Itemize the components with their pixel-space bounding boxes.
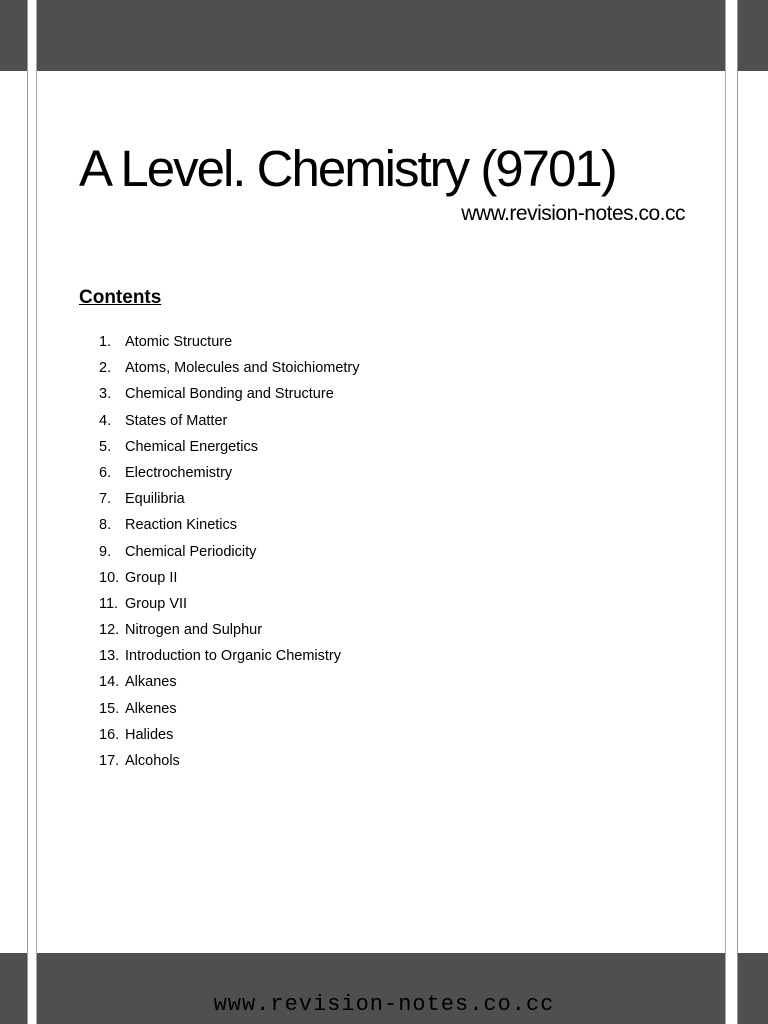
contents-item-label: Reaction Kinetics xyxy=(125,517,238,534)
previous-page-edge[interactable] xyxy=(0,0,28,1024)
contents-item xyxy=(99,381,360,407)
contents-item-label: Nitrogen and Sulphur xyxy=(125,622,263,639)
contents-item xyxy=(99,486,360,512)
contents-item xyxy=(99,748,360,774)
contents-item xyxy=(99,591,360,617)
document-title: A Level. Chemistry (9701) xyxy=(79,140,616,197)
previous-page-header-band xyxy=(0,0,27,71)
contents-item-label: Chemical Periodicity xyxy=(125,543,257,560)
contents-item xyxy=(99,512,360,538)
contents-item xyxy=(99,722,360,748)
contents-item-label: Equilibria xyxy=(125,491,185,508)
contents-item-label: Alcohols xyxy=(125,753,180,769)
contents-item xyxy=(99,539,360,565)
contents-item xyxy=(99,669,360,695)
contents-item-label: Electrochemistry xyxy=(125,464,233,481)
contents-item-label: Introduction to Organic Chemistry xyxy=(125,648,341,665)
contents-item-number: 14. xyxy=(99,674,120,691)
contents-item-number: 17. xyxy=(99,753,120,769)
contents-item-label: Atomic Structure xyxy=(125,334,233,350)
contents-item-number: 6. xyxy=(99,464,112,481)
contents-item xyxy=(99,617,360,643)
contents-item-number: 2. xyxy=(99,360,112,377)
contents-item-number: 3. xyxy=(99,386,112,403)
contents-item xyxy=(99,643,360,669)
contents-item-number: 10. xyxy=(99,569,120,586)
contents-item-label: Alkanes xyxy=(125,674,177,691)
table-of-contents xyxy=(99,329,360,774)
contents-item-label: Atoms, Molecules and Stoichiometry xyxy=(125,360,360,377)
page-header-band xyxy=(37,0,725,71)
footer-url: www.revision-notes.co.cc xyxy=(213,992,555,1017)
contents-item-number: 8. xyxy=(99,517,112,534)
contents-item xyxy=(99,565,360,591)
contents-item xyxy=(99,408,360,434)
contents-item-label: Chemical Bonding and Structure xyxy=(125,386,334,403)
contents-item xyxy=(99,696,360,722)
contents-item-number: 16. xyxy=(99,726,120,743)
contents-item-label: Group II xyxy=(125,569,178,586)
contents-heading: Contents xyxy=(79,287,162,308)
contents-item xyxy=(99,355,360,381)
contents-item-label: States of Matter xyxy=(125,412,228,429)
contents-item xyxy=(99,329,360,355)
contents-item-number: 13. xyxy=(99,648,120,665)
contents-item-label: Alkenes xyxy=(125,700,177,717)
contents-item xyxy=(99,434,360,460)
contents-item-number: 1. xyxy=(99,334,112,350)
contents-item-number: 12. xyxy=(99,622,120,639)
next-page-header-band xyxy=(738,0,768,71)
document-url: www.revision-notes.co.cc xyxy=(461,202,685,225)
contents-item-number: 9. xyxy=(99,543,112,560)
contents-item-number: 4. xyxy=(99,412,112,429)
document-page xyxy=(36,0,726,1024)
contents-item-number: 5. xyxy=(99,438,112,455)
contents-item-label: Halides xyxy=(125,726,174,743)
next-page-edge[interactable] xyxy=(737,0,768,1024)
contents-item-label: Chemical Energetics xyxy=(125,438,258,455)
contents-item-label: Group VII xyxy=(125,595,188,612)
contents-item-number: 15. xyxy=(99,700,120,717)
contents-item xyxy=(99,460,360,486)
contents-item-number: 11. xyxy=(99,595,119,612)
contents-item-number: 7. xyxy=(99,491,112,508)
